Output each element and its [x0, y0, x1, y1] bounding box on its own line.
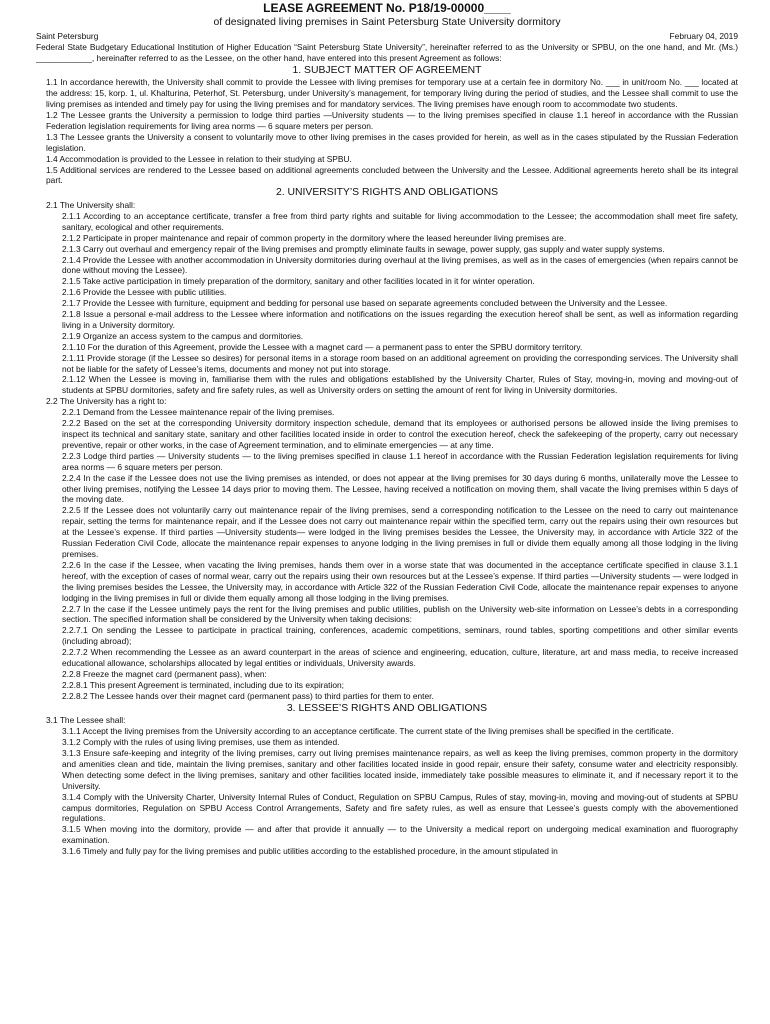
clause-paragraph: 2.2 The University has a right to:	[46, 396, 167, 407]
clause-paragraph: 1.4 Accommodation is provided to the Lessee in relation to their studying at SPBU.	[46, 153, 352, 164]
clause-paragraph: 3.1 The Lessee shall:	[46, 715, 126, 726]
clause-paragraph: 3.1.4 Comply with the University Charter, University Internal Rules of Conduct, Regulation on SPBU Campus, Rules of stay, moving-in, moving and moving-out of students at SPBU campus dormitories, Regulation on SPBU Access Control Arrangements, Safety and fire safety rules, as well as ensure that Lessee’s guests comply with the abovementioned regulations.	[62, 791, 738, 824]
clause-paragraph: 3.1.5 When moving into the dormitory, provide — and after that provide it annually — to the University a medical report on undergoing medical examination and fluorography examination.	[62, 824, 738, 846]
place-date-line	[36, 31, 738, 42]
clause-paragraph: 1.5 Additional services are rendered to the Lessee based on additional agreements concluded between the University and the Lessee. Additional agreements hereto shall be its integral part.	[46, 164, 738, 186]
clause-paragraph: 3.1.1 Accept the living premises from the University according to an acceptance certificate. The current state of the living premises shall be specified in the certificate.	[62, 726, 674, 737]
clause-paragraph: 2.2.3 Lodge third parties — University students — to the living premises specified in clause 1.1 hereof in accordance with the Russian Federation legislation requirements for living area norms — 6 square meters per person.	[62, 450, 738, 472]
clause-paragraph: 2.1.12 When the Lessee is moving in, familiarise them with the rules and obligations established by the University Charter, Rules of Stay, moving-in, moving and moving-out of students at SPBU dormitories, safety and fire safety rules, as well as University orders on setting the amount of rent for living in University dormitories.	[62, 374, 738, 396]
clause-paragraph: 2.1.8 Issue a personal e-mail address to the Lessee where information and notifications on the issues regarding the execution hereof shall be sent, as well as information regarding living in a University dormitory.	[62, 309, 738, 330]
place: Saint Petersburg	[36, 31, 99, 41]
clause-paragraph: 3.1.3 Ensure safe-keeping and integrity of the living premises, carry out living premises maintenance repairs, as well as keep the living premises, common property in the dormitory and amenities clean and tide, maintain the living premises, sanitary and other facilities located inside in good repair, ensure their safety, consume water and electricity responsibly. When detecting some defect in the living premises, sanitary and other facilities located inside, immediately take possible measures to eliminate it, and if necessary report it to the University.	[62, 747, 738, 791]
clause-paragraph: 2.1.10 For the duration of this Agreement, provide the Lessee with a magnet card — a permanent pass to enter the SPBU dormitory territory.	[62, 341, 583, 352]
clause-paragraph: 2.2.8.2 The Lessee hands over their magnet card (permanent pass) to third parties for them to enter.	[62, 690, 434, 701]
document-title: LEASE AGREEMENT No. P18/19-00000____	[263, 1, 511, 15]
clause-paragraph: 2.1 The University shall:	[46, 199, 136, 210]
clause-paragraph: 1.3 The Lessee grants the University a consent to voluntarily move to other living premises in the cases provided for herein, as well as in the cases stipulated by the Russian Federation legislation.	[46, 131, 738, 153]
clause-paragraph: 2.2.8 Freeze the magnet card (permanent pass), when:	[62, 668, 267, 679]
clause-paragraph: 2.2.5 If the Lessee does not voluntarily carry out maintenance repair of the living premises, send a corresponding notification to the Lessee on the need to carry out maintenance repair, setting the terms for maintenance repair, and if the Lessee does not carry out maintenance repair within the specified term, carry out the repairs using their own resources but at the Lessee’s expense. If third parties —University students— were lodged in the living premises besides the Lessee, the University may, in accordance with Article 322 of the Russian Federation Civil Code, allocate the maintenance repair expenses to anyone lodging in the living premises in full or divide them equally among all those lodging in the living premises.	[62, 505, 738, 559]
clause-paragraph: 2.2.4 In the case if the Lessee does not use the living premises as intended, or does not appear at the living premises for 30 days during 6 months, unilaterally move the Lessee to other living premises, notifying the Lessee 14 days prior to moving them. The Lessee, having received a notification on moving them, shall vacate the living premises within 5 days of the moving date.	[62, 472, 738, 505]
clause-paragraph: 2.2.7 In the case if the Lessee untimely pays the rent for the living premises and public utilities, publish on the University web-site information on Lessee’s debts in a corresponding section. The specified information shall be considered by the University when taking decisions:	[62, 603, 738, 625]
clause-paragraph: 2.1.5 Take active participation in timely preparation of the dormitory, sanitary and other facilities located in it for winter operation.	[62, 276, 535, 287]
clause-paragraph: 3.1.6 Timely and fully pay for the living premises and public utilities according to the established procedure, in the amount stipulated in	[62, 846, 558, 857]
clause-paragraph: 2.1.4 Provide the Lessee with another accommodation in University dormitories during overhaul at the living premises, as well as in the cases of emergencies (when repairs cannot be done without moving the Lessee).	[62, 254, 738, 276]
clause-paragraph: 2.2.7.1 On sending the Lessee to participate in practical training, conferences, academic competitions, seminars, round tables, sporting competitions and other similar events (including abroad);	[62, 625, 738, 647]
clause-paragraph: 2.1.7 Provide the Lessee with furniture, equipment and bedding for personal use based on separate agreements concluded between the University and the Lessee.	[62, 298, 668, 309]
date: February 04, 2019	[669, 31, 738, 41]
clause-paragraph: 2.1.2 Participate in proper maintenance and repair of common property in the dormitory where the leased hereunder living premises are.	[62, 232, 567, 243]
clause-paragraph: 2.1.11 Provide storage (if the Lessee so desires) for personal items in a storage room based on an additional agreement on providing the corresponding services. The University shall not be liable for the safety of Lessee’s items, documents and money not put into storage.	[62, 352, 738, 374]
clause-paragraph: 1.1 In accordance herewith, the University shall commit to provide the Lessee with living premises for temporary use at a certain fee in dormitory No. ___ in unit/room No. ___ located at the address: 15, korp. 1, ul. Khalturina, Peterhof, St. Petersburg, under University’s management, for temporary living during the period of studies, and the Lessee shall commit to use the living premises as intended and timely pay for using the living premises and for mandatory services. The living premises have enough room to accommodate two students.	[46, 77, 738, 110]
clause-paragraph: 2.2.2 Based on the set at the corresponding University dormitory inspection schedule, demand that its employees or authorised persons be allowed inside the living premises to inspect its technical and sanitary state, sanitary and other facilities located inside in order to control the execution hereof, check the safekeeping of the property, carry out necessary preventive, repair or other works, in the case of Agreement termination, and to eliminate emergencies — at any time.	[62, 418, 738, 450]
lease-agreement-document	[36, 0, 738, 1024]
clause-paragraph: 2.1.3 Carry out overhaul and emergency repair of the living premises and promptly eliminate faults in sewage, power supply, gas supply and water supply systems.	[62, 243, 665, 254]
clause-paragraph: 2.2.1 Demand from the Lessee maintenance repair of the living premises.	[62, 407, 335, 418]
clause-paragraph: 2.2.7.2 When recommending the Lessee as an award counterpart in the areas of science and engineering, education, culture, literature, art and mass media, to receive increased educational allowance, scholarships allocated by legal entities or individuals, University awards.	[62, 647, 738, 669]
clause-paragraph: 3.1.2 Comply with the rules of using living premises, use them as intended.	[62, 737, 340, 748]
sections-container	[36, 65, 738, 857]
clause-paragraph: 1.2 The Lessee grants the University a permission to lodge third parties —University students — to the living premises specified in clause 1.1 hereof in accordance with the Russian Federation legislation requirements for living area norms — 6 square meters per person.	[46, 110, 738, 131]
clause-paragraph: 2.1.9 Organize an access system to the campus and dormitories.	[62, 330, 304, 341]
section-heading: 2. UNIVERSITY’S RIGHTS AND OBLIGATIONS	[275, 187, 499, 199]
clause-paragraph: 2.2.6 In the case if the Lessee, when vacating the living premises, hands them over in a worse state that was documented in the acceptance certificate specified in clause 3.1.1 hereof, with the exception of cases of normal wear, carry out the repairs using their own resources but at the Lessee’s expense. If third parties —University students — were lodged in the living premises besides the Lessee, the University may, in accordance with Article 322 of the Russian Federation Civil Code, allocate the maintenance repair expenses to anyone lodging in the living premises in full or divide them equally among all those lodging in the living premises.	[62, 559, 738, 603]
clause-paragraph: 2.1.1 According to an acceptance certificate, transfer a free from third party rights and suitable for living accommodation to the Lessee; the accommodation shall meet fire safety, sanitary, ecological and other requirements.	[62, 210, 738, 232]
section-heading: 1. SUBJECT MATTER OF AGREEMENT	[292, 64, 482, 76]
clause-paragraph: 2.1.6 Provide the Lessee with public utilities.	[62, 287, 227, 298]
clause-paragraph: 2.2.8.1 This present Agreement is terminated, including due to its expiration;	[62, 679, 344, 690]
document-subtitle: of designated living premises in Saint Petersburg State University dormitory	[213, 17, 561, 28]
section-heading: 3. LESSEE’S RIGHTS AND OBLIGATIONS	[286, 702, 488, 714]
intro-paragraph: Federal State Budgetary Educational Institution of Higher Education “Saint Petersburg State University”, hereinafter referred to as the University or SPBU, on the one hand, and Mr. (Ms.) ____________, hereinafter referred to as the Lessee, on the other hand, have entered into this present Agreement as follows:	[36, 41, 738, 63]
